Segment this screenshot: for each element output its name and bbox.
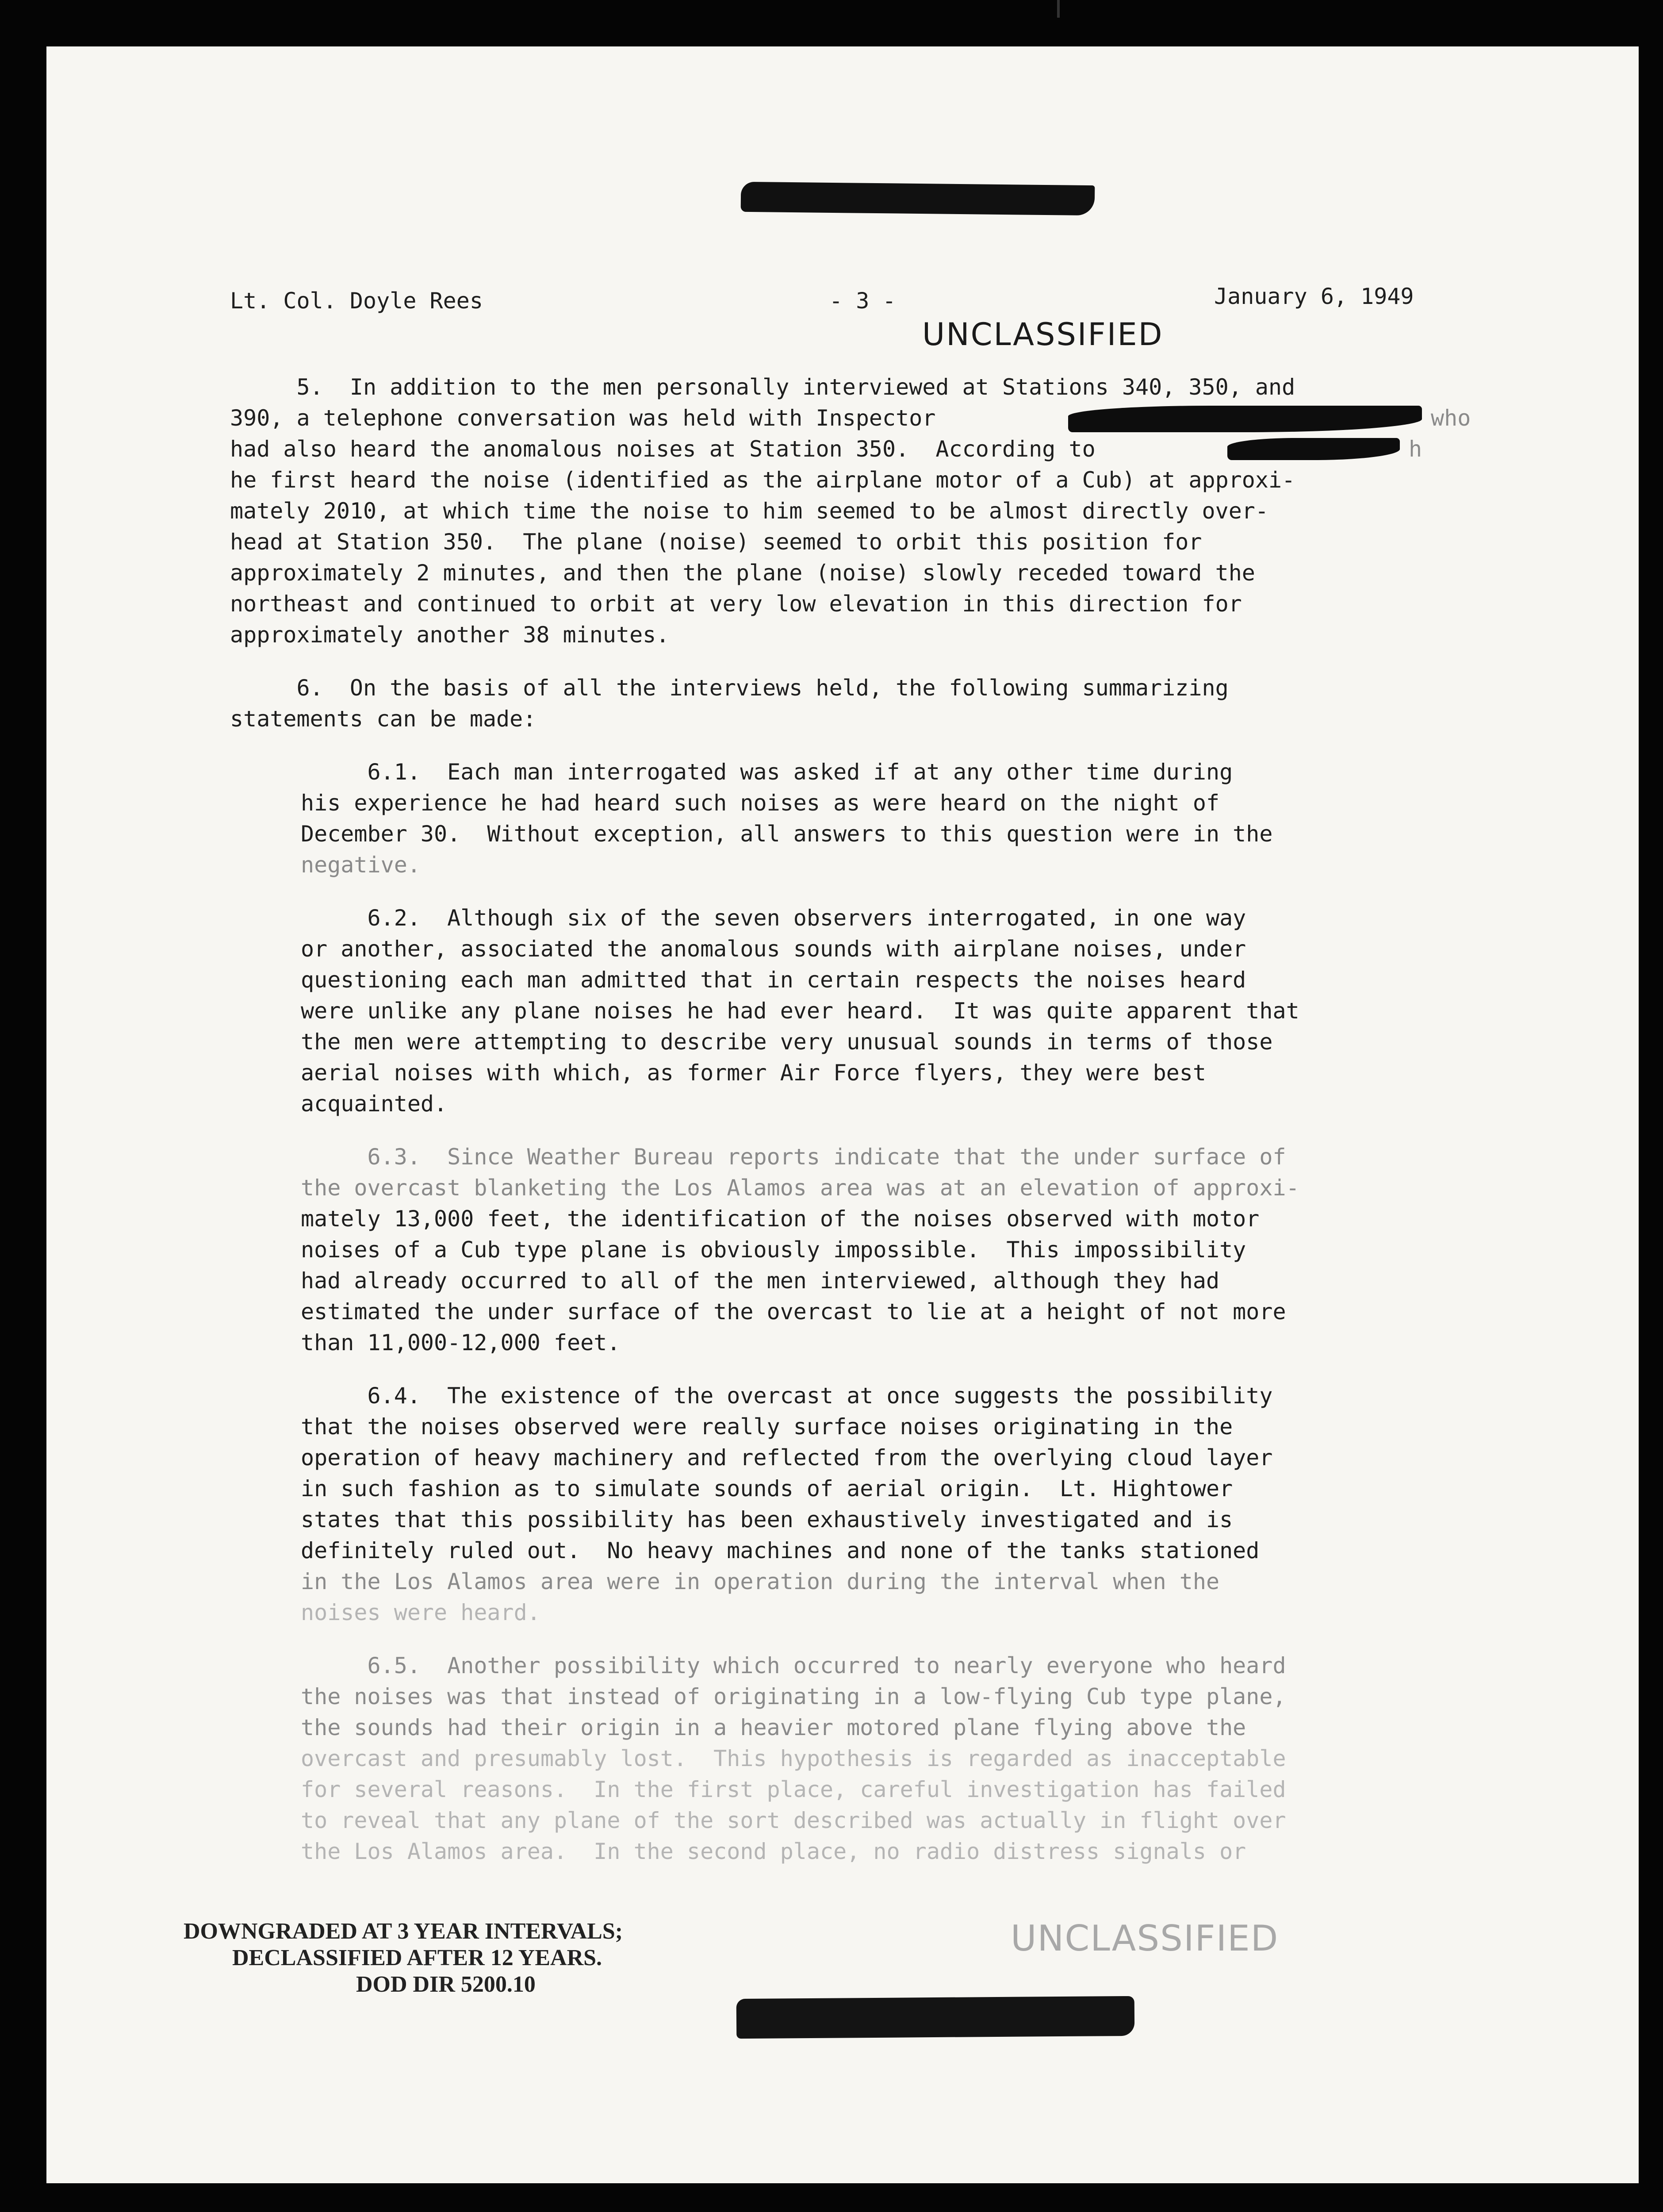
paragraph-line: the men were attempting to describe very unusual sounds in terms of those: [301, 1029, 1273, 1055]
paragraph-line: northeast and continued to orbit at very low elevation in this direction for: [230, 591, 1242, 617]
paragraph-line: estimated the under surface of the overcast to lie at a height of not more: [301, 1299, 1286, 1325]
downgrade-line: DECLASSIFIED AFTER 12 YEARS.: [232, 1945, 602, 1970]
paragraph-line: statements can be made:: [230, 706, 536, 732]
paragraph-line: approximately another 38 minutes.: [230, 622, 670, 648]
paragraph-line: 6. On the basis of all the interviews held, the following summarizing: [230, 675, 1229, 701]
unclassified-stamp-bottom: UNCLASSIFIED: [1011, 1918, 1279, 1959]
paragraph-line: December 30. Without exception, all answers to this question were in the: [301, 821, 1273, 847]
paragraph-line: acquainted.: [301, 1091, 448, 1117]
paragraph-line: in such fashion as to simulate sounds of aerial origin. Lt. Hightower: [301, 1476, 1233, 1502]
paragraph-fragment: h: [1409, 436, 1422, 462]
downgrade-line: DOWNGRADED AT 3 YEAR INTERVALS;: [184, 1919, 623, 1944]
document-page: [46, 46, 1639, 2183]
redaction-bar: [1068, 406, 1422, 432]
paragraph-line: questioning each man admitted that in certain respects the noises heard: [301, 967, 1246, 993]
paragraph-line: noises were heard.: [301, 1600, 540, 1625]
paragraph-line: had already occurred to all of the men interviewed, although they had: [301, 1268, 1220, 1294]
bottom-classification-stamp-redacted: [736, 1996, 1135, 2039]
paragraph-line: the sounds had their origin in a heavier motored plane flying above the: [301, 1715, 1246, 1740]
paragraph-line: 390, a telephone conversation was held with Inspector: [230, 405, 936, 431]
paragraph-line: mately 2010, at which time the noise to him seemed to be almost directly over-: [230, 498, 1268, 524]
scan-mark: [1057, 0, 1060, 18]
paragraph-line: the Los Alamos area. In the second place, no radio distress signals or: [301, 1839, 1246, 1864]
paragraph-line: for several reasons. In the first place, careful investigation has failed: [301, 1777, 1286, 1802]
paragraph-line: the overcast blanketing the Los Alamos area was at an elevation of approxi-: [301, 1175, 1299, 1201]
paragraph-line: than 11,000-12,000 feet.: [301, 1330, 621, 1356]
unclassified-stamp-top: UNCLASSIFIED: [922, 316, 1164, 353]
header-addressee: Lt. Col. Doyle Rees: [230, 288, 483, 314]
paragraph-line: he first heard the noise (identified as the airplane motor of a Cub) at approxi-: [230, 467, 1295, 493]
paragraph-line: definitely ruled out. No heavy machines and none of the tanks stationed: [301, 1538, 1260, 1563]
paragraph-line: his experience he had heard such noises as were heard on the night of: [301, 790, 1220, 816]
paragraph-line: 6.5. Another possibility which occurred to nearly everyone who heard: [301, 1653, 1286, 1678]
paragraph-line: to reveal that any plane of the sort described was actually in flight over: [301, 1808, 1286, 1833]
paragraph-line: noises of a Cub type plane is obviously impossible. This impossibility: [301, 1237, 1246, 1263]
paragraph-line: 6.4. The existence of the overcast at once suggests the possibility: [301, 1383, 1273, 1409]
paragraph-line: states that this possibility has been exhaustively investigated and is: [301, 1507, 1233, 1532]
paragraph-line: 6.3. Since Weather Bureau reports indicate that the under surface of: [301, 1144, 1286, 1170]
downgrade-line: DOD DIR 5200.10: [356, 1972, 536, 1997]
paragraph-line: head at Station 350. The plane (noise) seemed to orbit this position for: [230, 529, 1202, 555]
paragraph-line: in the Los Alamos area were in operation during the interval when the: [301, 1569, 1220, 1594]
paragraph-line: aerial noises with which, as former Air Force flyers, they were best: [301, 1060, 1206, 1086]
paragraph-line: negative.: [301, 852, 421, 878]
paragraph-line: had also heard the anomalous noises at Station 350. According to: [230, 436, 1096, 462]
paragraph-line: or another, associated the anomalous sounds with airplane noises, under: [301, 936, 1246, 962]
paragraph-line: approximately 2 minutes, and then the plane (noise) slowly receded toward the: [230, 560, 1255, 586]
paragraph-line: the noises was that instead of originating in a low-flying Cub type plane,: [301, 1684, 1286, 1709]
paragraph-fragment: who: [1431, 405, 1471, 431]
paragraph-line: operation of heavy machinery and reflected from the overlying cloud layer: [301, 1445, 1273, 1471]
header-date: January 6, 1949: [1214, 284, 1414, 309]
paragraph-line: 6.1. Each man interrogated was asked if at any other time during: [301, 759, 1233, 785]
paragraph-line: overcast and presumably lost. This hypothesis is regarded as inacceptable: [301, 1746, 1286, 1771]
redaction-bar: [1227, 438, 1400, 460]
paragraph-line: mately 13,000 feet, the identification of the noises observed with motor: [301, 1206, 1260, 1232]
paragraph-line: were unlike any plane noises he had ever heard. It was quite apparent that: [301, 998, 1299, 1024]
paragraph-line: 6.2. Although six of the seven observers interrogated, in one way: [301, 905, 1246, 931]
header-page-number: - 3 -: [829, 288, 896, 314]
paragraph-line: that the noises observed were really surface noises originating in the: [301, 1414, 1233, 1440]
paragraph-line: 5. In addition to the men personally interviewed at Stations 340, 350, and: [230, 374, 1295, 400]
top-classification-stamp-redacted: [741, 182, 1095, 215]
